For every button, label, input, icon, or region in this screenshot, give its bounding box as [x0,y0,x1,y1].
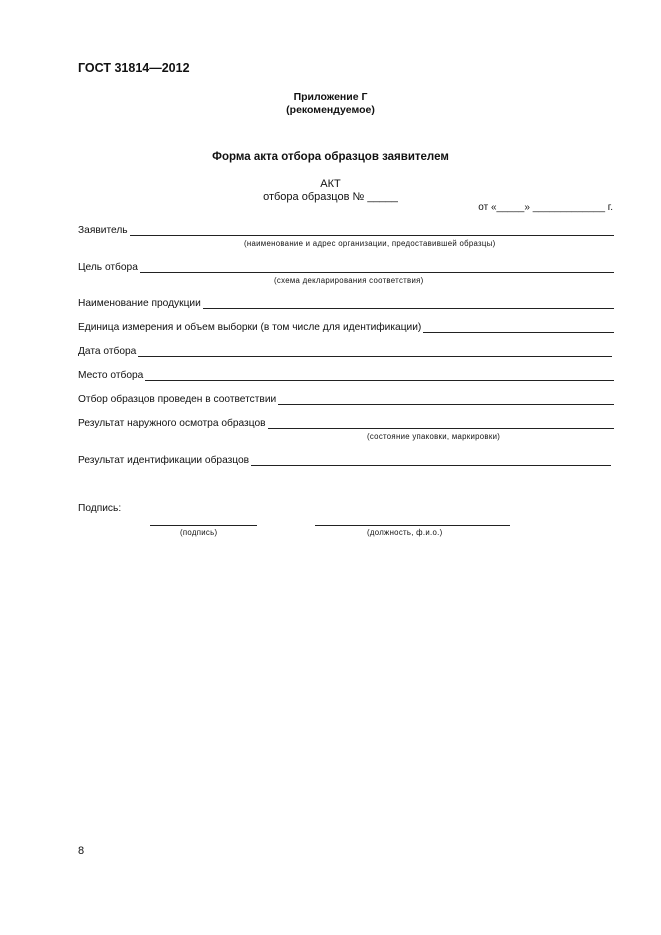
inspection-field[interactable] [268,419,614,429]
act-title: АКТ [320,178,341,190]
signature-field[interactable] [150,524,257,526]
applicant-field[interactable] [130,226,614,236]
form-title: Форма акта отбора образцов заявителем [212,151,449,163]
place-label: Место отбора [78,370,144,381]
conformity-row [78,394,614,405]
purpose-label: Цель отбора [78,262,138,273]
unit-label: Единица измерения и объем выборки (в том числе для идентификации) [78,322,422,333]
act-heading [0,178,661,204]
signature-hint: (подпись) [180,528,218,537]
purpose-field[interactable] [140,263,614,273]
identification-row [78,455,611,466]
applicant-hint: (наименование и адрес организации, предоставившей образцы) [244,239,496,248]
document-standard-header: ГОСТ 31814—2012 [78,61,190,75]
act-date-line: от «_____» _____________ г. [478,202,613,213]
identification-label: Результат идентификации образцов [78,455,250,466]
product-label: Наименование продукции [78,298,201,309]
annex-subtitle: (рекомендуемое) [286,104,375,116]
date-row [78,346,612,357]
purpose-row [78,262,614,273]
act-number-line: отбора образцов № _____ [263,191,398,203]
applicant-label: Заявитель [78,225,128,236]
conformity-field[interactable] [278,395,614,405]
inspection-hint: (состояние упаковки, маркировки) [367,432,501,441]
identification-field[interactable] [251,456,611,466]
signature-label: Подпись: [78,503,122,514]
inspection-row [78,418,614,429]
position-name-hint: (должность, ф.и.о.) [367,528,443,537]
place-row [78,370,614,381]
unit-row [78,322,614,333]
unit-field[interactable] [423,323,614,333]
date-label: Дата отбора [78,346,137,357]
place-field[interactable] [145,371,614,381]
annex-title: Приложение Г [293,91,368,103]
purpose-hint: (схема декларирования соответствия) [274,276,424,285]
product-field[interactable] [203,299,614,309]
date-field[interactable] [138,347,612,357]
applicant-row [78,225,614,236]
inspection-label: Результат наружного осмотра образцов [78,418,266,429]
conformity-label: Отбор образцов проведен в соответствии [78,394,277,405]
annex-heading [0,91,661,117]
page-number: 8 [78,845,85,857]
product-row [78,298,614,309]
position-name-field[interactable] [315,524,510,526]
